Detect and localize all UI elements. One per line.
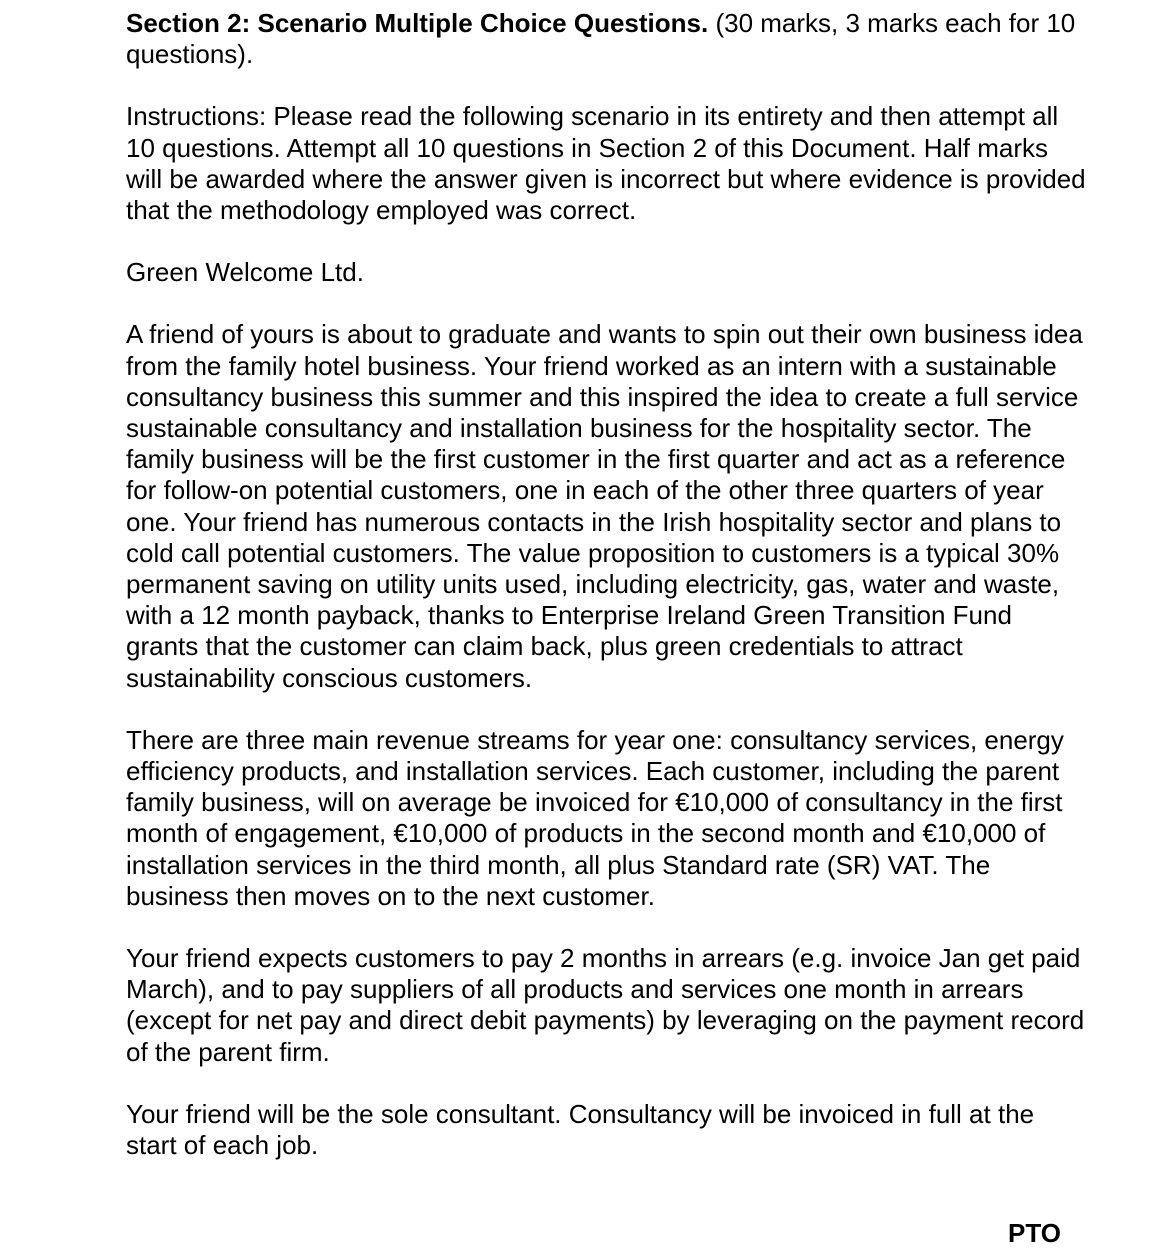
document-page (126, 8, 1086, 1192)
scenario-paragraph-intro: A friend of yours is about to graduate and wants to spin out their own business idea from the family hotel business. Your friend worked as an intern with a sustainable consultancy business this summer and this inspired the idea to create a full service sustainable consultancy and installation business for the hospitality sector. The family business will be the first customer in the first quarter and act as a reference for follow-on potential customers, one in each of the other three quarters of year one. Your friend has numerous contacts in the Irish hospitality sector and plans to cold call potential customers. The value proposition to customers is a typical 30% permanent saving on utility units used, including electricity, gas, water and waste, with a 12 month payback, thanks to Enterprise Ireland Green Transition Fund grants that the customer can claim back, plus green credentials to attract sustainability conscious customers. (126, 319, 1083, 693)
section-title: Section 2: Scenario Multiple Choice Questions. (126, 8, 709, 38)
instructions-paragraph: Instructions: Please read the following scenario in its entirety and then attempt all 10 questions. Attempt all 10 questions in Section 2 of this Document. Half marks will be awarded where the answer given is incorrect but where evidence is provided that the methodology employed was correct. (126, 101, 1086, 226)
section-heading (126, 8, 1086, 70)
scenario-paragraph-consultancy: Your friend will be the sole consultant. Consultancy will be invoiced in full at the start of each job. (126, 1098, 1035, 1161)
pto-label: PTO (1008, 1218, 1061, 1248)
scenario-paragraph-revenue: There are three main revenue streams for year one: consultancy services, energy efficiency products, and installation services. Each customer, including the parent family business, will on average be invoiced for €10,000 of consultancy in the first month of engagement, €10,000 of products in the second month and €10,000 of installation services in the third month, all plus Standard rate (SR) VAT. The business then moves on to the next customer. (126, 724, 1064, 911)
section-marks: (30 marks, 3 marks each for 10 questions). (126, 8, 1076, 70)
company-name: Green Welcome Ltd. (126, 257, 364, 288)
scenario-paragraph-payment-terms: Your friend expects customers to pay 2 months in arrears (e.g. invoice Jan get paid March), and to pay suppliers of all products and services one month in arrears (except for net pay and direct debit payments) by leveraging on the payment record of the parent firm. (126, 943, 1085, 1067)
